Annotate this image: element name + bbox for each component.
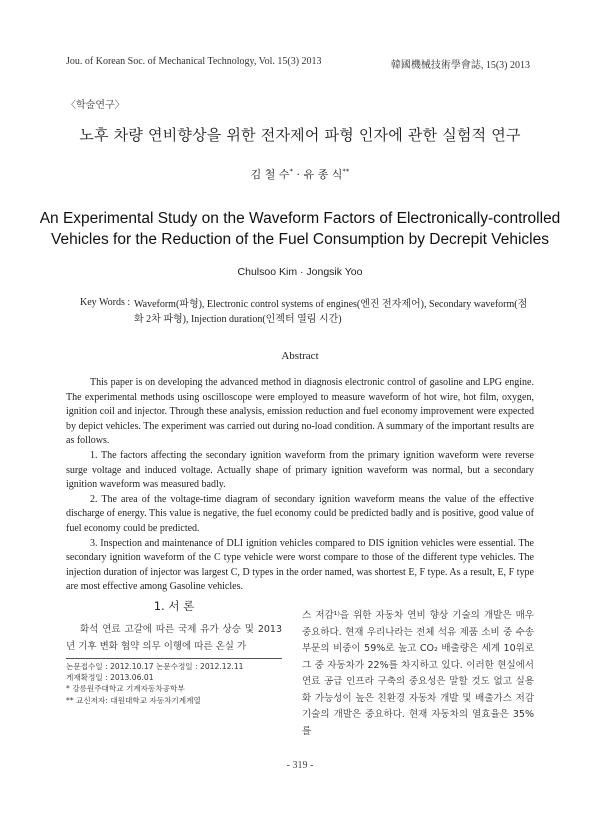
intro-paragraph-continued: 스 저감¹⁾을 위한 자동차 연비 향상 기술의 개발은 매우 중요하다. 현재 우리나라는 전체 석유 제품 소비 중 수송부문의 비중이 59%로 높고 CO₂ 배출량은 세계 10위로 그 중 자동차가 22%를 차지하고 있다. 이러한 현실에서 연료 공급 인프라 구축의 중요성은 말할 것도 없고 실용화 가능성이 높은 친환경 자동차 개발 및 배출가스 저감 기술의 개발은 중요하다. 현재 자동차의 열효율은 35%를	[302, 610, 534, 737]
korean-title: 노후 차량 연비향상을 위한 전자제어 파형 인자에 관한 실험적 연구	[79, 126, 521, 144]
abstract-paragraph: This paper is on developing the advanced method in diagnosis electronic control of gasoline and LPG engine. The experimental methods using oscilloscope were employed to measure waveform of hot wire, hot film, oxygen, ignition coil and injector. Through these analysis, emission reduction and fuel economy improvement were expected by depict vehicles. The experiment was carried out during no-load condition. A summary of the important results are as follows.	[66, 377, 534, 447]
page-number: - 319 -	[286, 760, 314, 771]
body-column-left	[66, 622, 282, 655]
section-title-introduction: 1. 서 론	[153, 599, 195, 613]
abstract-heading: Abstract	[281, 350, 319, 362]
footnotes	[66, 661, 296, 706]
intro-paragraph-start: 화석 연료 고갈에 따른 국제 유가 상승 및 2013년 기후 변화 협약 의무 이행에 따른 온실 가	[66, 624, 282, 652]
abstract-paragraph: 1. The factors affecting the secondary ignition waveform from the primary ignition waveform were reverse surge voltage and induced voltage. Actually shape of primary ignition waveform was normal, but a secondary ignition waveform was measured badly.	[66, 449, 534, 491]
abstract-body	[66, 376, 534, 595]
english-authors: Chulsoo Kim · Jongsik Yoo	[237, 266, 363, 278]
body-column-right	[302, 608, 534, 740]
korean-authors	[0, 166, 600, 182]
english-title-line-2: Vehicles for the Reduction of the Fuel Consumption by Decrepit Vehicles	[51, 231, 549, 248]
footnote-affiliation-2: ** 교신저자: 대원대학교 자동차기계계열	[66, 695, 201, 705]
journal-header-korean: 韓國機械技術學會誌, 15(3) 2013	[390, 60, 530, 71]
footnote-affiliation-1: * 강릉원주대학교 기계자동차공학부	[66, 684, 185, 694]
author-1: 김 철 수	[250, 168, 290, 181]
author-2-mark: **	[342, 167, 350, 176]
author-1-mark: *	[289, 167, 293, 176]
abstract-paragraph: 3. Inspection and maintenance of DLI ignition vehicles compared to DIS ignition vehicles were essential. The secondary ignition waveform of the C type vehicle were worst compare to those of the different type vehicles. The injection duration of injector was largest C, D types in the order named, was shortest E, F type. As a result, E, F type are most effective among Gasoline vehicles.	[66, 537, 534, 593]
keywords-text: Waveform(파형), Electronic control systems of engines(엔진 전자제어), Secondary waveform(점화 2차 파형), Injection duration(인젝터 열림 시간)	[134, 299, 528, 325]
abstract-paragraph: 2. The area of the voltage-time diagram of secondary ignition waveform means the value of the effective discharge of energy. This value is negative, the fuel economy could be predicted badly and is positive, good value of fuel economy could be predicted.	[66, 493, 534, 534]
author-2: 유 종 식	[303, 168, 343, 181]
journal-header-english: Jou. of Korean Soc. of Mechanical Technology, Vol. 15(3) 2013	[66, 56, 322, 67]
footnote-accepted: 게재확정일 : 2013.06.01	[66, 673, 154, 683]
keywords-label: Key Words :	[80, 297, 131, 308]
footnote-received-revised: 논문접수일 : 2012.10.17 논문수정일 : 2012.12.11	[66, 662, 244, 671]
article-category: 〈학술연구〉	[66, 100, 125, 111]
footnote-divider	[66, 658, 282, 659]
author-separator: ·	[293, 168, 304, 181]
english-title	[0, 208, 600, 250]
english-title-line-1: An Experimental Study on the Waveform Factors of Electronically-controlled	[39, 210, 561, 227]
